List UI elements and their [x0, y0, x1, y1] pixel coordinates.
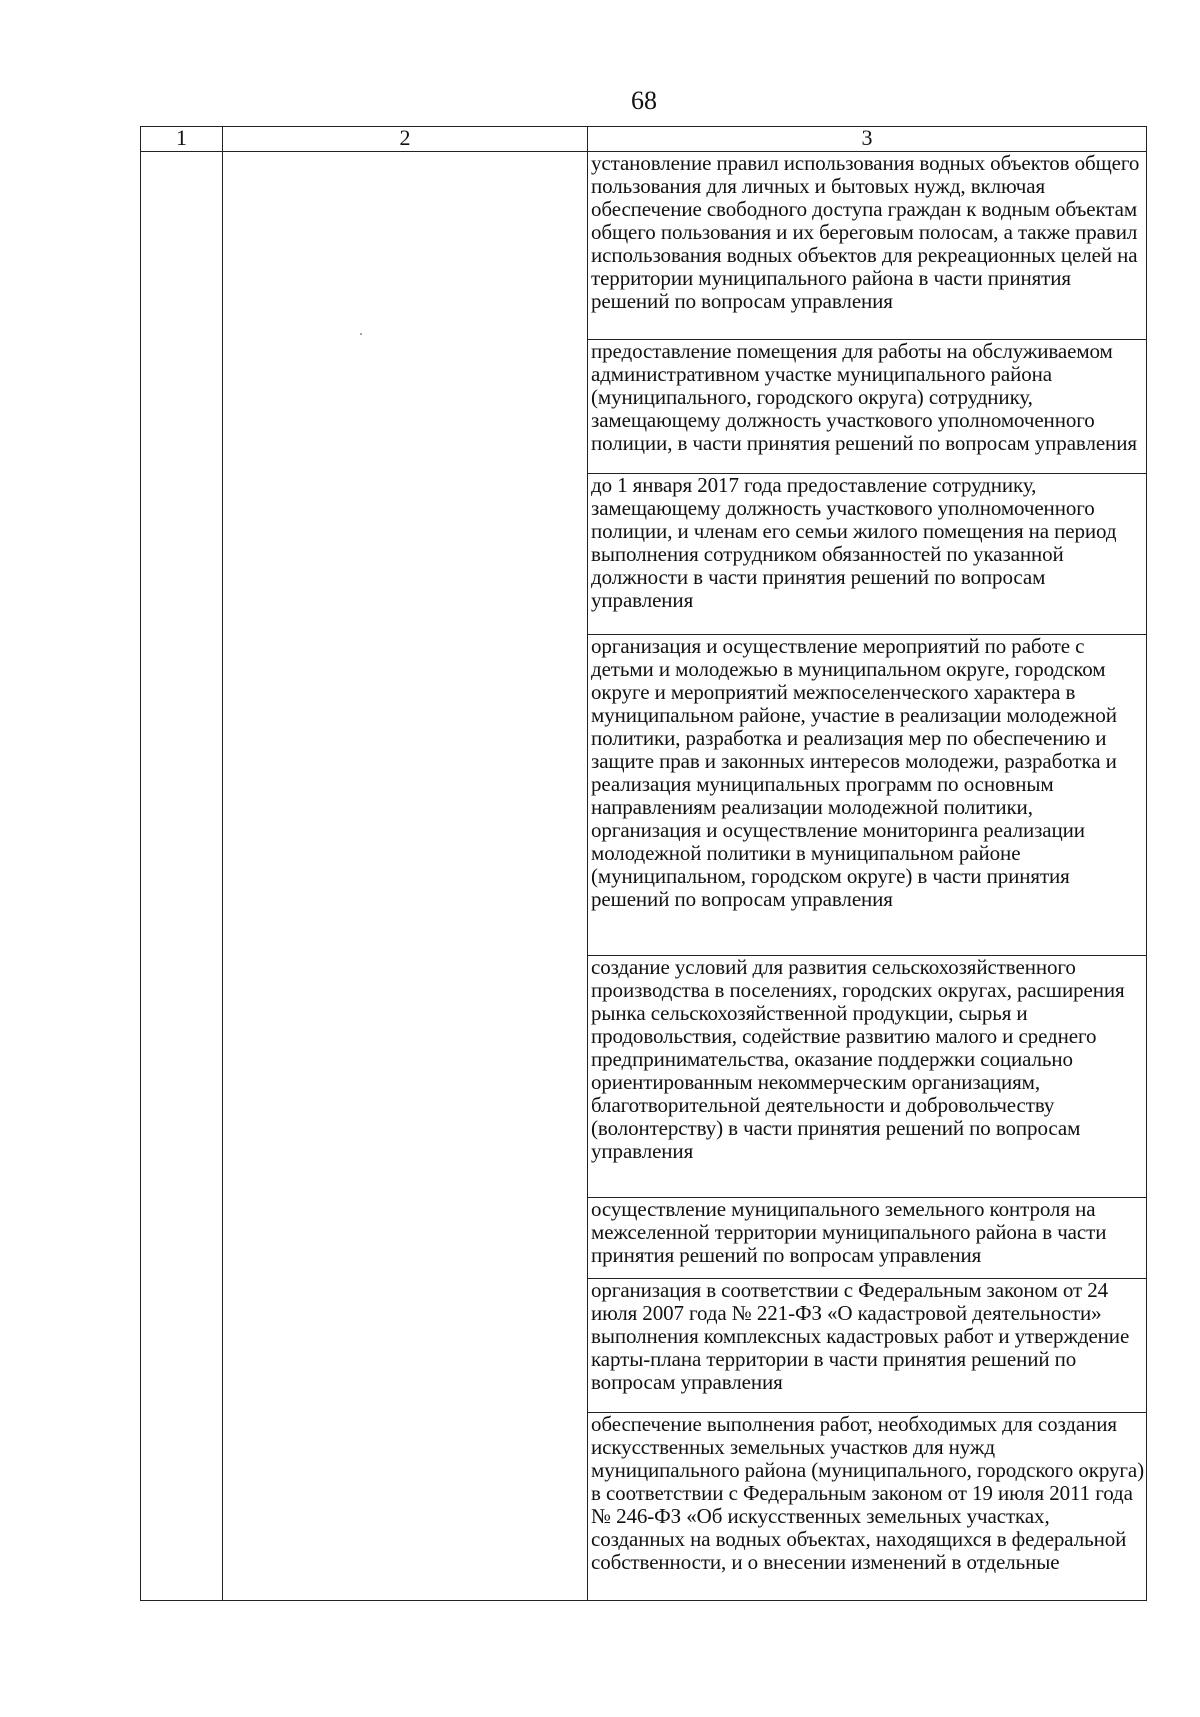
column-2-cell: [223, 152, 588, 1601]
page-number: 68: [631, 86, 657, 115]
row-text-police-premises: предоставление помещения для работы на обслуживаемом административном участке муниципального района (муниципального, городского округа) сотруднику, замещающему должность участкового уполномоченного полиции, в части принятия решений по вопросам управления: [588, 339, 1147, 473]
row-text-water-use: установление правил использования водных объектов общего пользования для личных и бытовых нужд, включая обеспечение свободного доступа граждан к водным объектам общего пользования и их береговым полосам, а также правил использования водных объектов для рекреационных целей на территории муниципального района в части принятия решений по вопросам управления: [588, 152, 1147, 340]
scan-speck: [360, 333, 362, 335]
row-text-youth-policy: организация и осуществление мероприятий по работе с детьми и молодежью в муниципальном округе, городском округе и мероприятий межпоселенческого характера в муниципальном районе, участие в реализации молодежной политики, разработка и реализация мер по обеспечению и защите прав и законных интересов молодежи, разработка и реализация муниципальных программ по основным направлениям реализации молодежной политики, организация и осуществление мониторинга реализации молодежной политики в муниципальном районе (муниципальном, городском округе) в части принятия решений по вопросам управления: [588, 635, 1147, 956]
column-1-cell: [141, 152, 223, 1601]
document-table: [140, 126, 1147, 1601]
row-text-agriculture: создание условий для развития сельскохозяйственного производства в поселениях, городских округах, расширения рынка сельскохозяйственной продукции, сырья и продовольствия, содействие развитию малого и среднего предпринимательства, оказание поддержки социально ориентированным некоммерческим организациям, благотворительной деятельности и добровольчеству (волонтерству) в части принятия решений по вопросам управления: [588, 956, 1147, 1197]
row-text-police-housing: до 1 января 2017 года предоставление сотруднику, замещающему должность участкового уполномоченного полиции, и членам его семьи жилого помещения на период выполнения сотрудником обязанностей по указанной должности в части принятия решений по вопросам управления: [588, 474, 1147, 635]
row-text-cadastral-works: организация в соответствии с Федеральным законом от 24 июля 2007 года № 221-ФЗ «О кадастровой деятельности» выполнения комплексных кадастровых работ и утверждение карты-плана территории в части принятия решений по вопросам управления: [588, 1278, 1147, 1412]
table-header-row: [141, 127, 1147, 152]
column-header-1: 1: [141, 127, 223, 152]
table-row: [141, 152, 1147, 340]
row-text-land-control: осуществление муниципального земельного контроля на межселенной территории муниципального района в части принятия решений по вопросам управления: [588, 1197, 1147, 1278]
column-header-3: 3: [588, 127, 1147, 152]
row-text-artificial-land: обеспечение выполнения работ, необходимых для создания искусственных земельных участков для нужд муниципального района (муниципального, городского округа) в соответствии с Федеральным законом от 19 июля 2011 года № 246-ФЗ «Об искусственных земельных участках, созданных на водных объектах, находящихся в федеральной собственности, и о внесении изменений в отдельные: [588, 1413, 1147, 1601]
column-header-2: 2: [223, 127, 588, 152]
